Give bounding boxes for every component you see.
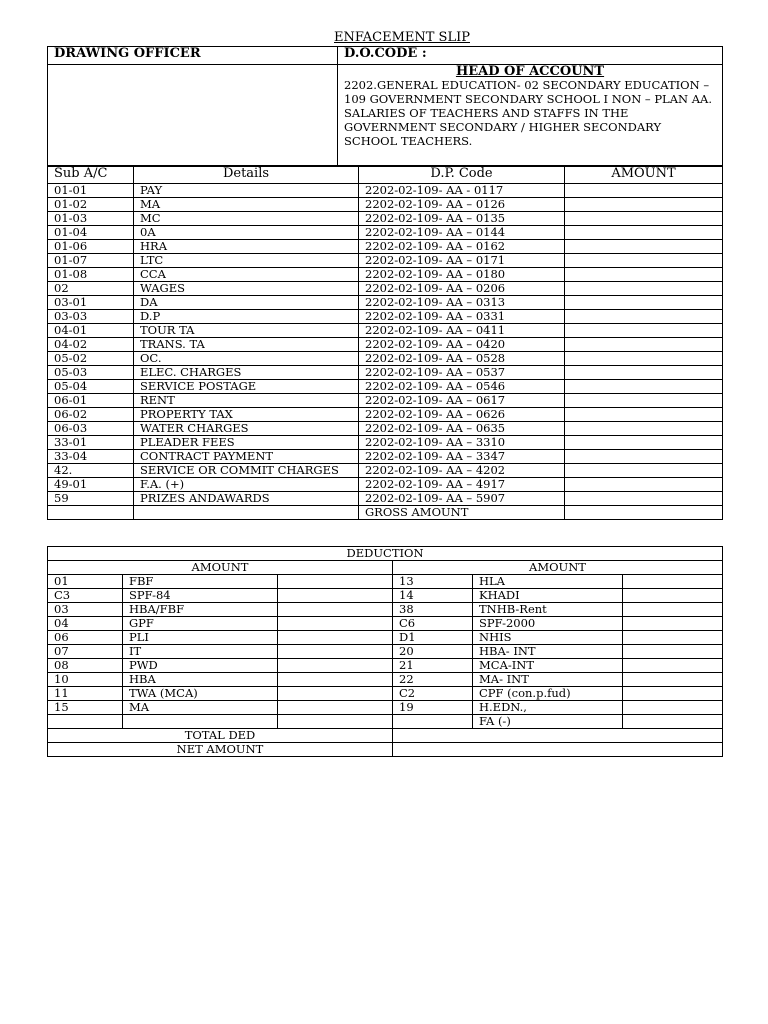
- ded-code-right: 13: [393, 575, 473, 589]
- ded-amount-right[interactable]: [623, 659, 723, 673]
- deduction-amount-right: AMOUNT: [393, 561, 723, 575]
- ded-name-right: H.EDN.,: [473, 701, 623, 715]
- head-of-account-cell: [338, 65, 723, 166]
- net-amount-field[interactable]: [393, 743, 723, 757]
- do-code-label: D.O.CODE :: [338, 47, 723, 65]
- ded-name-right: MCA-INT: [473, 659, 623, 673]
- ded-name-left: IT: [123, 645, 278, 659]
- amount-field[interactable]: [565, 268, 723, 282]
- ded-amount-right[interactable]: [623, 645, 723, 659]
- details-cell: CONTRACT PAYMENT: [134, 450, 359, 464]
- ded-code-left: [48, 715, 123, 729]
- sub-ac-cell: 05-03: [48, 366, 134, 380]
- table-row: [48, 324, 723, 338]
- ded-name-right: CPF (con.p.fud): [473, 687, 623, 701]
- ded-amount-right[interactable]: [623, 575, 723, 589]
- deduction-amount-left: AMOUNT: [48, 561, 393, 575]
- table-row: [48, 422, 723, 436]
- details-cell: PAY: [134, 184, 359, 198]
- ded-name-left: PWD: [123, 659, 278, 673]
- details-cell: MA: [134, 198, 359, 212]
- sub-ac-cell: 01-06: [48, 240, 134, 254]
- table-row: [48, 254, 723, 268]
- ded-code-left: 03: [48, 603, 123, 617]
- ded-amount-right[interactable]: [623, 603, 723, 617]
- deduction-row: [48, 659, 723, 673]
- amount-field[interactable]: [565, 296, 723, 310]
- details-cell: PLEADER FEES: [134, 436, 359, 450]
- amount-field[interactable]: [565, 352, 723, 366]
- details-cell: F.A. (+): [134, 478, 359, 492]
- sub-ac-cell: 05-04: [48, 380, 134, 394]
- col-details: Details: [134, 167, 359, 184]
- amount-field[interactable]: [565, 450, 723, 464]
- table-row: [48, 478, 723, 492]
- dp-code-cell: 2202-02-109- AA - 0117: [359, 184, 565, 198]
- deduction-row: [48, 673, 723, 687]
- sub-account-table: [47, 166, 723, 520]
- gross-blank: [48, 506, 134, 520]
- net-amount-label: NET AMOUNT: [48, 743, 393, 757]
- sub-ac-cell: 04-01: [48, 324, 134, 338]
- ded-amount-left[interactable]: [278, 617, 393, 631]
- details-cell: WATER CHARGES: [134, 422, 359, 436]
- ded-code-right: D1: [393, 631, 473, 645]
- dp-code-cell: 2202-02-109- AA – 0171: [359, 254, 565, 268]
- table-row: [48, 226, 723, 240]
- total-ded-field[interactable]: [393, 729, 723, 743]
- table-row: [48, 240, 723, 254]
- sub-ac-cell: 03-01: [48, 296, 134, 310]
- amount-field[interactable]: [565, 184, 723, 198]
- sub-ac-cell: 01-07: [48, 254, 134, 268]
- amount-field[interactable]: [565, 492, 723, 506]
- ded-amount-right[interactable]: [623, 701, 723, 715]
- col-dp-code: D.P. Code: [359, 167, 565, 184]
- page-title: ENFACEMENT SLIP: [334, 30, 470, 45]
- deduction-row: [48, 645, 723, 659]
- total-ded-label: TOTAL DED: [48, 729, 393, 743]
- deduction-table: [47, 546, 723, 757]
- details-cell: PROPERTY TAX: [134, 408, 359, 422]
- sub-ac-cell: 01-01: [48, 184, 134, 198]
- table-row: [48, 310, 723, 324]
- amount-field[interactable]: [565, 464, 723, 478]
- amount-field[interactable]: [565, 338, 723, 352]
- ded-amount-left[interactable]: [278, 659, 393, 673]
- head-of-account-text: 2202.GENERAL EDUCATION- 02 SECONDARY EDUCATION – 109 GOVERNMENT SECONDARY SCHOOL I NON – PLAN AA. SALARIES OF TEACHERS AND STAFFS IN THE GOVERNMENT SECONDARY / HIGHER SECONDARY SCHOOL TEACHERS.: [344, 78, 712, 148]
- ded-amount-right[interactable]: [623, 631, 723, 645]
- dp-code-cell: 2202-02-109- AA – 0144: [359, 226, 565, 240]
- table-row: [48, 408, 723, 422]
- details-cell: D.P: [134, 310, 359, 324]
- table-row: [48, 366, 723, 380]
- ded-code-right: 22: [393, 673, 473, 687]
- dp-code-cell: 2202-02-109- AA – 0331: [359, 310, 565, 324]
- table-row: [48, 296, 723, 310]
- ded-name-left: FBF: [123, 575, 278, 589]
- sub-ac-cell: 02: [48, 282, 134, 296]
- ded-name-right: KHADI: [473, 589, 623, 603]
- details-cell: RENT: [134, 394, 359, 408]
- ded-name-right: TNHB-Rent: [473, 603, 623, 617]
- amount-field[interactable]: [565, 366, 723, 380]
- details-cell: TOUR TA: [134, 324, 359, 338]
- sub-ac-cell: 03-03: [48, 310, 134, 324]
- ded-name-right: SPF-2000: [473, 617, 623, 631]
- deduction-row: [48, 715, 723, 729]
- ded-amount-left[interactable]: [278, 687, 393, 701]
- ded-amount-left[interactable]: [278, 645, 393, 659]
- ded-amount-left[interactable]: [278, 631, 393, 645]
- amount-field[interactable]: [565, 436, 723, 450]
- ded-name-left: MA: [123, 701, 278, 715]
- dp-code-cell: 2202-02-109- AA – 0206: [359, 282, 565, 296]
- deduction-row: [48, 603, 723, 617]
- dp-code-cell: 2202-02-109- AA – 4917: [359, 478, 565, 492]
- ded-code-left: 11: [48, 687, 123, 701]
- sub-ac-cell: 04-02: [48, 338, 134, 352]
- ded-amount-left[interactable]: [278, 575, 393, 589]
- amount-field[interactable]: [565, 254, 723, 268]
- ded-code-right: [393, 715, 473, 729]
- dp-code-cell: 2202-02-109- AA – 0626: [359, 408, 565, 422]
- ded-code-left: 10: [48, 673, 123, 687]
- sub-ac-cell: 05-02: [48, 352, 134, 366]
- deduction-row: [48, 575, 723, 589]
- dp-code-cell: 2202-02-109- AA – 0411: [359, 324, 565, 338]
- sub-ac-cell: 49-01: [48, 478, 134, 492]
- dp-code-cell: 2202-02-109- AA – 5907: [359, 492, 565, 506]
- ded-name-left: HBA/FBF: [123, 603, 278, 617]
- ded-code-right: 14: [393, 589, 473, 603]
- ded-code-right: 20: [393, 645, 473, 659]
- ded-code-left: 07: [48, 645, 123, 659]
- sub-ac-cell: 33-04: [48, 450, 134, 464]
- sub-ac-cell: 06-02: [48, 408, 134, 422]
- details-cell: PRIZES ANDAWARDS: [134, 492, 359, 506]
- details-cell: DA: [134, 296, 359, 310]
- details-cell: SERVICE OR COMMIT CHARGES: [134, 464, 359, 478]
- ded-amount-right[interactable]: [623, 715, 723, 729]
- ded-amount-right[interactable]: [623, 687, 723, 701]
- deduction-row: [48, 631, 723, 645]
- table-row: [48, 184, 723, 198]
- amount-field[interactable]: [565, 380, 723, 394]
- col-amount: AMOUNT: [565, 167, 723, 184]
- deduction-row: [48, 687, 723, 701]
- ded-name-left: SPF-84: [123, 589, 278, 603]
- dp-code-cell: 2202-02-109- AA – 3347: [359, 450, 565, 464]
- amount-field[interactable]: [565, 198, 723, 212]
- table-row: [48, 380, 723, 394]
- dp-code-cell: 2202-02-109- AA – 0546: [359, 380, 565, 394]
- table-row: [48, 492, 723, 506]
- table-row: [48, 394, 723, 408]
- gross-amount-label: GROSS AMOUNT: [359, 506, 565, 520]
- amount-field[interactable]: [565, 478, 723, 492]
- dp-code-cell: 2202-02-109- AA – 0126: [359, 198, 565, 212]
- amount-field[interactable]: [565, 240, 723, 254]
- table-row: [48, 268, 723, 282]
- col-sub-ac: Sub A/C: [48, 167, 134, 184]
- sub-ac-cell: 33-01: [48, 436, 134, 450]
- ded-name-left: HBA: [123, 673, 278, 687]
- gross-amount-field[interactable]: [565, 506, 723, 520]
- amount-field[interactable]: [565, 282, 723, 296]
- sub-ac-cell: 01-02: [48, 198, 134, 212]
- table-row: [48, 212, 723, 226]
- table-row: [48, 436, 723, 450]
- dp-code-cell: 2202-02-109- AA – 0420: [359, 338, 565, 352]
- ded-name-left: PLI: [123, 631, 278, 645]
- dp-code-cell: 2202-02-109- AA – 0617: [359, 394, 565, 408]
- ded-amount-left[interactable]: [278, 603, 393, 617]
- details-cell: WAGES: [134, 282, 359, 296]
- table-row: [48, 338, 723, 352]
- dp-code-cell: 2202-02-109- AA – 3310: [359, 436, 565, 450]
- ded-name-right: HBA- INT: [473, 645, 623, 659]
- amount-field[interactable]: [565, 310, 723, 324]
- details-cell: CCA: [134, 268, 359, 282]
- ded-code-left: C3: [48, 589, 123, 603]
- deduction-title: DEDUCTION: [48, 547, 723, 561]
- ded-amount-right[interactable]: [623, 673, 723, 687]
- table-row: [48, 352, 723, 366]
- dp-code-cell: 2202-02-109- AA – 0135: [359, 212, 565, 226]
- dp-code-cell: 2202-02-109- AA – 4202: [359, 464, 565, 478]
- dp-code-cell: 2202-02-109- AA – 0162: [359, 240, 565, 254]
- sub-ac-cell: 01-03: [48, 212, 134, 226]
- ded-name-right: FA (-): [473, 715, 623, 729]
- ded-amount-right[interactable]: [623, 589, 723, 603]
- details-cell: HRA: [134, 240, 359, 254]
- ded-amount-left[interactable]: [278, 715, 393, 729]
- drawing-officer-label: DRAWING OFFICER: [48, 47, 338, 65]
- amount-field[interactable]: [565, 212, 723, 226]
- ded-code-right: 21: [393, 659, 473, 673]
- sub-ac-cell: 42.: [48, 464, 134, 478]
- table-row: [48, 198, 723, 212]
- dp-code-cell: 2202-02-109- AA – 0635: [359, 422, 565, 436]
- dp-code-cell: 2202-02-109- AA – 0528: [359, 352, 565, 366]
- amount-field[interactable]: [565, 394, 723, 408]
- details-cell: OC.: [134, 352, 359, 366]
- table-row: [48, 450, 723, 464]
- ded-code-right: C2: [393, 687, 473, 701]
- deduction-row: [48, 589, 723, 603]
- enfacement-table: [47, 46, 723, 166]
- ded-code-left: 06: [48, 631, 123, 645]
- sub-ac-cell: 06-03: [48, 422, 134, 436]
- ded-code-right: 38: [393, 603, 473, 617]
- ded-code-left: 01: [48, 575, 123, 589]
- ded-amount-left[interactable]: [278, 701, 393, 715]
- details-cell: TRANS. TA: [134, 338, 359, 352]
- amount-field[interactable]: [565, 408, 723, 422]
- ded-name-left: GPF: [123, 617, 278, 631]
- dp-code-cell: 2202-02-109- AA – 0313: [359, 296, 565, 310]
- ded-code-right: 19: [393, 701, 473, 715]
- table-row: [48, 282, 723, 296]
- dp-code-cell: 2202-02-109- AA – 0537: [359, 366, 565, 380]
- amount-field[interactable]: [565, 422, 723, 436]
- sub-ac-cell: 59: [48, 492, 134, 506]
- ded-name-left: TWA (MCA): [123, 687, 278, 701]
- head-of-account-title: HEAD OF ACCOUNT: [455, 64, 605, 79]
- sub-ac-cell: 01-08: [48, 268, 134, 282]
- ded-amount-right[interactable]: [623, 617, 723, 631]
- table-row: [48, 464, 723, 478]
- ded-code-left: 08: [48, 659, 123, 673]
- ded-name-right: HLA: [473, 575, 623, 589]
- ded-code-left: 04: [48, 617, 123, 631]
- dp-code-cell: 2202-02-109- AA – 0180: [359, 268, 565, 282]
- drawing-officer-field[interactable]: [48, 65, 338, 166]
- details-cell: MC: [134, 212, 359, 226]
- deduction-row: [48, 701, 723, 715]
- details-cell: ELEC. CHARGES: [134, 366, 359, 380]
- ded-name-right: MA- INT: [473, 673, 623, 687]
- ded-amount-left[interactable]: [278, 589, 393, 603]
- ded-code-right: C6: [393, 617, 473, 631]
- gross-blank: [134, 506, 359, 520]
- sub-ac-cell: 06-01: [48, 394, 134, 408]
- ded-amount-left[interactable]: [278, 673, 393, 687]
- ded-name-left: [123, 715, 278, 729]
- ded-name-right: NHIS: [473, 631, 623, 645]
- amount-field[interactable]: [565, 226, 723, 240]
- details-cell: LTC: [134, 254, 359, 268]
- amount-field[interactable]: [565, 324, 723, 338]
- deduction-row: [48, 617, 723, 631]
- sub-ac-cell: 01-04: [48, 226, 134, 240]
- details-cell: 0A: [134, 226, 359, 240]
- ded-code-left: 15: [48, 701, 123, 715]
- details-cell: SERVICE POSTAGE: [134, 380, 359, 394]
